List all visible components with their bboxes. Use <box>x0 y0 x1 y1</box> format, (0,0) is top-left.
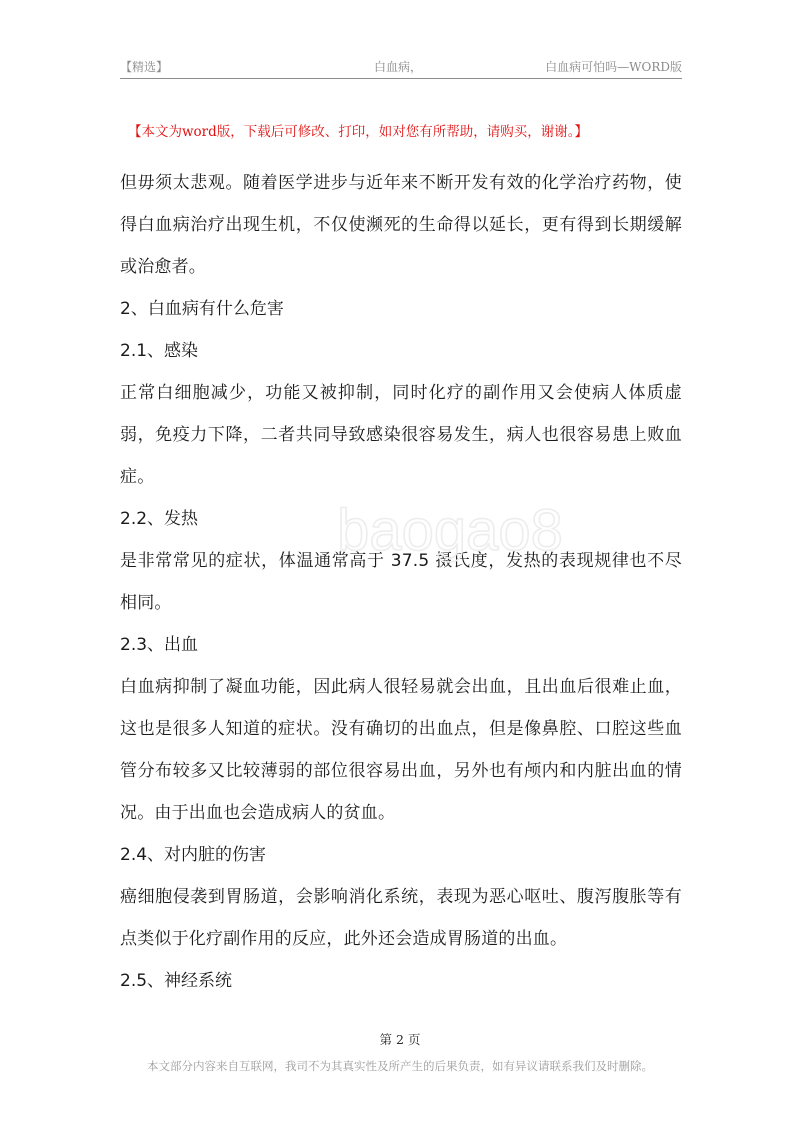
header-left-label: 【精选】 <box>120 60 169 74</box>
page-number: 第 2 页 <box>379 1032 421 1047</box>
section-heading-harms: 2、白血病有什么危害 <box>120 299 284 319</box>
subheading-infection: 2.1、感染 <box>120 341 199 361</box>
svg-text:baogao8: baogao8 <box>337 498 563 563</box>
paragraph-organ-damage: 癌细胞侵袭到胃肠道，会影响消化系统，表现为恶心呕吐、腹泻腹胀等有点类似于化疗副作用的反应，此外还会造成胃肠道的出血。 <box>120 887 682 949</box>
footer-disclaimer: 本文部分内容来自互联网，我司不为其真实性及所产生的后果负责，如有异议请联系我们及时删除。 <box>147 1059 653 1073</box>
paragraph-intro: 但毋须太悲观。随着医学进步与近年来不断开发有效的化学治疗药物，使得白血病治疗出现生机，不仅使濒死的生命得以延长，更有得到长期缓解或治愈者。 <box>120 173 682 277</box>
document-body <box>120 162 682 1002</box>
subheading-bleeding: 2.3、出血 <box>120 635 199 655</box>
header-center-title: 白血病， <box>374 60 423 74</box>
paragraph-fever: 是非常常见的症状，体温通常高于 37.5 摄氏度，发热的表现规律也不尽相同。 <box>120 551 682 613</box>
subheading-organ-damage: 2.4、对内脏的伤害 <box>120 845 267 865</box>
subheading-fever: 2.2、发热 <box>120 509 199 529</box>
subheading-nervous-system: 2.5、神经系统 <box>120 971 233 991</box>
header-right-title: 白血病可怕吗—WORD版 <box>545 60 682 74</box>
page-header <box>120 56 682 79</box>
paragraph-infection: 正常白细胞减少，功能又被抑制，同时化疗的副作用又会使病人体质虚弱，免疫力下降，二者共同导致感染很容易发生，病人也很容易患上败血症。 <box>120 383 682 487</box>
paragraph-bleeding: 白血病抑制了凝血功能，因此病人很轻易就会出血，且出血后很难止血，这也是很多人知道的症状。没有确切的出血点，但是像鼻腔、口腔这些血管分布较多又比较薄弱的部位很容易出血，另外也有颅内和内脏出血的情况。由于出血也会造成病人的贫血。 <box>120 677 682 823</box>
download-notice: 【本文为word版，下载后可修改、打印，如对您有所帮助，请购买，谢谢。】 <box>128 124 589 140</box>
